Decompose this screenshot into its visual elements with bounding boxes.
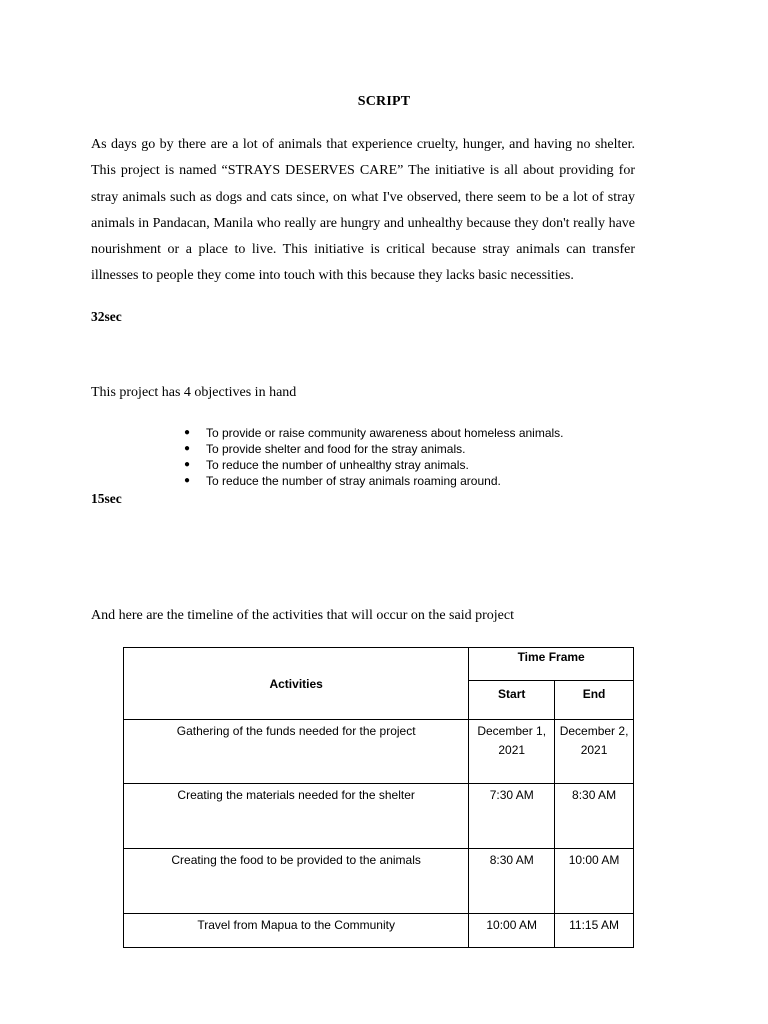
table-header-row xyxy=(124,648,634,681)
timeline-heading: And here are the timeline of the activities that will occur on the said project xyxy=(91,608,514,623)
objective-item xyxy=(160,425,680,441)
header-end: End xyxy=(555,681,634,720)
activity-cell: Creating the food to be provided to the animals xyxy=(124,849,469,914)
objectives-heading: This project has 4 objectives in hand xyxy=(91,385,297,400)
bullet-icon: ● xyxy=(184,459,191,470)
table-row xyxy=(124,914,634,948)
header-activities: Activities xyxy=(124,648,469,720)
objective-item xyxy=(160,473,680,489)
bullet-icon: ● xyxy=(184,443,191,454)
start-cell: 10:00 AM xyxy=(469,914,555,948)
objective-text: To reduce the number of unhealthy stray animals. xyxy=(206,458,469,472)
end-cell: 8:30 AM xyxy=(555,784,634,849)
start-cell: December 1, 2021 xyxy=(469,720,555,784)
end-cell: 11:15 AM xyxy=(555,914,634,948)
header-timeframe: Time Frame xyxy=(469,648,634,681)
start-cell: 8:30 AM xyxy=(469,849,555,914)
objective-text: To provide or raise community awareness about homeless animals. xyxy=(206,426,564,440)
intro-paragraph: As days go by there are a lot of animals that experience cruelty, hunger, and having no shelter. This project is named “STRAYS DESERVES CARE” The initiative is all about providing for stray animals such as dogs and cats since, on what I've observed, there seem to be a lot of stray animals in Pandacan, Manila who really are hungry and unhealthy because they don't really have nourishment or a place to live. This initiative is critical because stray animals can transfer illnesses to people they come into touch with this because they lacks basic necessities. xyxy=(91,137,635,284)
activity-cell: Creating the materials needed for the shelter xyxy=(124,784,469,849)
end-cell: December 2, 2021 xyxy=(555,720,634,784)
objective-text: To provide shelter and food for the stray animals. xyxy=(206,442,466,456)
objective-item xyxy=(160,441,680,457)
end-cell: 10:00 AM xyxy=(555,849,634,914)
activity-cell: Gathering of the funds needed for the project xyxy=(124,720,469,784)
duration-label-2: 15sec xyxy=(91,491,122,506)
timeline-table xyxy=(123,647,634,948)
objectives-list xyxy=(160,425,680,489)
document-title: SCRIPT xyxy=(357,94,411,109)
table-row xyxy=(124,784,634,849)
objective-item xyxy=(160,457,680,473)
bullet-icon: ● xyxy=(184,427,191,438)
activity-cell: Travel from Mapua to the Community xyxy=(124,914,469,948)
bullet-icon: ● xyxy=(184,475,191,486)
header-start: Start xyxy=(469,681,555,720)
start-cell: 7:30 AM xyxy=(469,784,555,849)
table-row xyxy=(124,720,634,784)
objective-text: To reduce the number of stray animals roaming around. xyxy=(206,474,501,488)
table-row xyxy=(124,849,634,914)
duration-label-1: 32sec xyxy=(91,309,122,324)
